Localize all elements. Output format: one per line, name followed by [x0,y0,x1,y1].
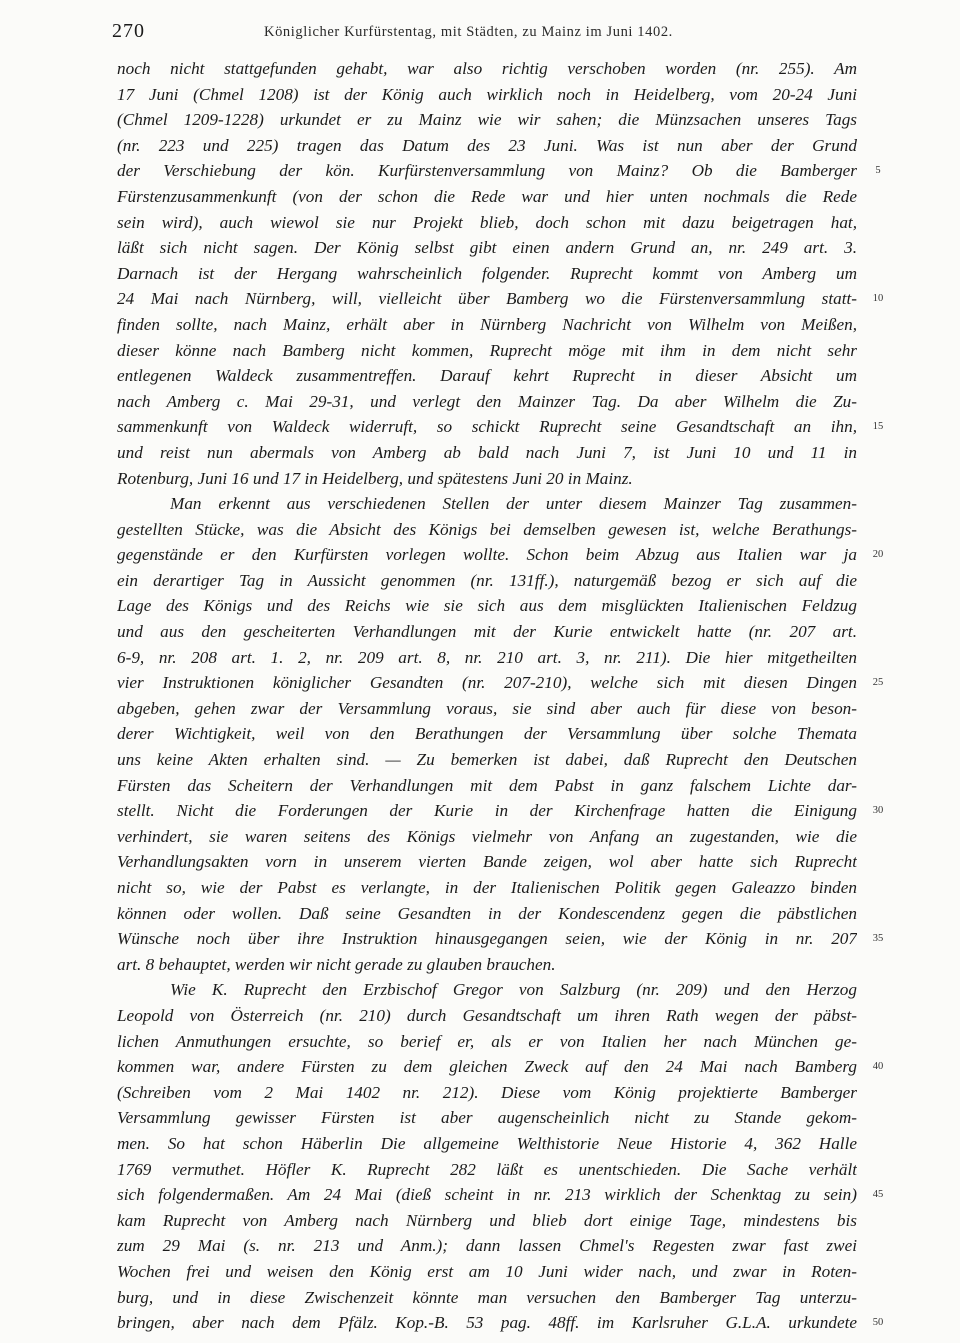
line-text: art. 8 behauptet, werden wir nicht gerade zu glauben brauchen. [117,954,556,974]
text-line [0,901,960,927]
text-line [0,926,960,952]
text-line [0,261,960,287]
text-line [0,1080,960,1106]
line-text: läßt sich nicht sagen. Der König selbst gibt einen andern Grund an, nr. 249 art. 3. [117,238,857,258]
text-line [0,414,960,440]
line-text: uns keine Akten erhalten sind. — Zu bemerken ist dabei, daß Ruprecht den Deutschen [117,750,857,770]
text-line [0,1310,960,1336]
text-line [0,312,960,338]
line-text: Wünsche noch über ihre Instruktion hinausgegangen seien, wie der König in nr. 207 [117,929,857,949]
text-line [0,491,960,517]
page-number: 270 [112,20,145,42]
text-line [0,824,960,850]
line-text: lichen Anmuthungen ersuchte, so berief er, als er von Italien her nach München ge- [117,1031,857,1051]
text-line [0,747,960,773]
text-line [0,1029,960,1055]
line-text: Fürstenzusammenkunft (von der schon die Rede war und hier unten nochmals die Rede [117,186,857,206]
line-text: (Schreiben vom 2 Mai 1402 nr. 212). Diese vom König projektierte Bamberger [117,1082,857,1102]
line-number: 30 [872,805,884,817]
text-line [0,568,960,594]
text-line [0,798,960,824]
line-text: finden sollte, nach Mainz, erhält aber in Nürnberg Nachricht von Wilhelm von Meißen, [117,314,857,334]
text-line [0,440,960,466]
line-text: gegenstände er den Kurfürsten vorlegen wollte. Schon beim Abzug aus Italien war ja [117,545,857,565]
text-line [0,849,960,875]
line-text: kam Ruprecht von Amberg nach Nürnberg und blieb dort einige Tage, mindestens bis [117,1210,857,1230]
text-line [0,235,960,261]
line-text: können oder wollen. Daß seine Gesandten in der Kondescendenz gegen die päbstlichen [117,903,857,923]
text-line [0,1259,960,1285]
line-text: 24 Mai nach Nürnberg, will, vielleicht über Bamberg wo die Fürstenversammlung statt- [117,289,857,309]
line-text: der Verschiebung der kön. Kurfürstenversammlung von Mainz? Ob die Bamberger [117,161,857,181]
line-number: 35 [872,933,884,945]
text-line [0,363,960,389]
line-number: 50 [872,1317,884,1329]
text-line [0,389,960,415]
line-text: Versammlung gewisser Fürsten ist aber augenscheinlich nicht zu Stande gekom- [117,1108,857,1128]
line-text: Man erkennt aus verschiedenen Stellen der unter diesem Mainzer Tag zusammen- [170,494,857,514]
running-head: Königlicher Kurfürstentag, mit Städten, zu Mainz im Juni 1402. [264,24,673,40]
text-line [0,593,960,619]
line-text: ein derartiger Tag in Aussicht genommen (nr. 131ff.), naturgemäß bezog er sich auf die [117,570,857,590]
line-text: (nr. 223 und 225) tragen das Datum des 23 Juni. Was ist nun aber der Grund [117,135,857,155]
line-text: vier Instruktionen königlicher Gesandten (nr. 207-210), welche sich mit diesen Dingen [117,673,857,693]
line-text: nach Amberg c. Mai 29-31, und verlegt den Mainzer Tag. Da aber Wilhelm die Zu- [117,391,857,411]
text-line [0,1003,960,1029]
line-text: Leopold von Österreich (nr. 210) durch Gesandtschaft um ihren Rath wegen der päbst- [117,1005,857,1025]
line-number: 45 [872,1189,884,1201]
text-line [0,184,960,210]
line-text: und reist nun abermals von Amberg ab bald nach Juni 7, ist Juni 10 und 11 in [117,442,857,462]
line-text: noch nicht stattgefunden gehabt, war also richtig verschoben worden (nr. 255). Am [117,59,857,78]
text-line [0,875,960,901]
line-text: 6-9, nr. 208 art. 1. 2, nr. 209 art. 8, nr. 210 art. 3, nr. 211). Die hier mitgetheilten [117,647,857,667]
line-text: Lage des Königs und des Reichs wie sie sich aus dem misglückten Italienischen Feldzug [117,596,857,616]
text-line [0,1054,960,1080]
text-line [0,670,960,696]
text-line [0,977,960,1003]
line-number: 20 [872,549,884,561]
text-line [0,952,960,978]
line-text: bringen, aber nach dem Pfälz. Kop.-B. 53 pag. 48ff. im Karlsruher G.L.A. urkundete [117,1313,857,1333]
text-line [0,56,960,82]
text-line [0,286,960,312]
text-line [0,210,960,236]
line-text: Wie K. Ruprecht den Erzbischof Gregor von Salzburg (nr. 209) und den Herzog [170,980,857,1000]
line-text: stellt. Nicht die Forderungen der Kurie in der Kirchenfrage hatten die Einigung [117,801,857,821]
line-text: Fürsten das Scheitern der Verhandlungen mit dem Pabst in ganz falschem Lichte dar- [117,775,857,795]
line-number: 10 [872,293,884,305]
text-line [0,1105,960,1131]
text-line [0,517,960,543]
line-text: sich folgendermaßen. Am 24 Mai (dieß scheint in nr. 213 wirklich der Schenktag zu sein) [117,1185,857,1205]
text-line [0,1208,960,1234]
text-line [0,158,960,184]
text-line [0,107,960,133]
text-line [0,542,960,568]
body-text [0,56,960,1336]
text-line [0,619,960,645]
line-text: sammenkunft von Waldeck widerruft, so schickt Ruprecht seine Gesandtschaft an ihn, [117,417,857,437]
line-text: sein wird), auch wiewol sie nur Projekt blieb, doch schon mit dazu beigetragen hat, [117,212,857,232]
line-text: dieser könne nach Bamberg nicht kommen, Ruprecht möge mit ihm in dem nicht sehr [117,340,857,360]
page-header [112,20,857,48]
line-number: 40 [872,1061,884,1073]
text-line [0,773,960,799]
text-line [0,1157,960,1183]
line-number: 25 [872,677,884,689]
text-line [0,133,960,159]
line-number: 15 [872,421,884,433]
line-text: Darnach ist der Hergang wahrscheinlich folgender. Ruprecht kommt von Amberg um [117,263,857,283]
line-text: nicht so, wie der Pabst es verlangte, in der Italienischen Politik gegen Galeazzo binden [117,878,857,897]
line-text: Rotenburg, Juni 16 und 17 in Heidelberg, und spätestens Juni 20 in Mainz. [117,468,633,488]
text-line [0,696,960,722]
text-line [0,721,960,747]
line-text: men. So hat schon Häberlin Die allgemeine Welthistorie Neue Historie 4, 362 Halle [117,1133,857,1153]
line-text: burg, und in diese Zwischenzeit könnte man versuchen den Bamberger Tag unterzu- [117,1287,857,1307]
text-line [0,1285,960,1311]
line-text: 17 Juni (Chmel 1208) ist der König auch wirklich noch in Heidelberg, vom 20-24 Juni [117,84,857,104]
line-text: derer Wichtigkeit, weil von den Berathungen der Versammlung über solche Themata [117,724,857,744]
line-text: kommen war, andere Fürsten zu dem gleichen Zweck auf den 24 Mai nach Bamberg [117,1057,857,1077]
line-text: zum 29 Mai (s. nr. 213 und Anm.); dann lassen Chmel's Regesten zwar fast zwei [117,1236,857,1256]
text-line [0,1182,960,1208]
text-line [0,82,960,108]
line-number: 5 [875,165,881,177]
line-text: Wochen frei und weisen den König erst am 10 Juni wider nach, und zwar in Roten- [117,1261,857,1281]
text-line [0,1131,960,1157]
line-text: und aus den gescheiterten Verhandlungen mit der Kurie entwickelt hatte (nr. 207 art. [117,622,857,642]
line-text: 1769 vermuthet. Höfler K. Ruprecht 282 läßt es unentschieden. Die Sache verhält [117,1159,857,1179]
line-text: entlegenen Waldeck zusammentreffen. Darauf kehrt Ruprecht in dieser Absicht um [117,366,857,386]
line-text: (Chmel 1209-1228) urkundet er zu Mainz wie wir sahen; die Münzsachen unseres Tags [117,110,857,130]
line-text: gestellten Stücke, was die Absicht des Königs bei demselben gewesen ist, welche Berathungs- [117,519,857,539]
text-line [0,1233,960,1259]
line-text: Verhandlungsakten vorn in unserem vierten Bande zeigen, wol aber hatte sich Ruprecht [117,852,857,872]
text-line [0,645,960,671]
text-line [0,338,960,364]
line-text: verhindert, sie waren seitens des Königs vielmehr von Anfang an zugestanden, wie die [117,826,857,846]
line-text: abgeben, gehen zwar der Versammlung voraus, sie sind aber auch für diese von beson- [117,698,857,718]
text-line [0,466,960,492]
